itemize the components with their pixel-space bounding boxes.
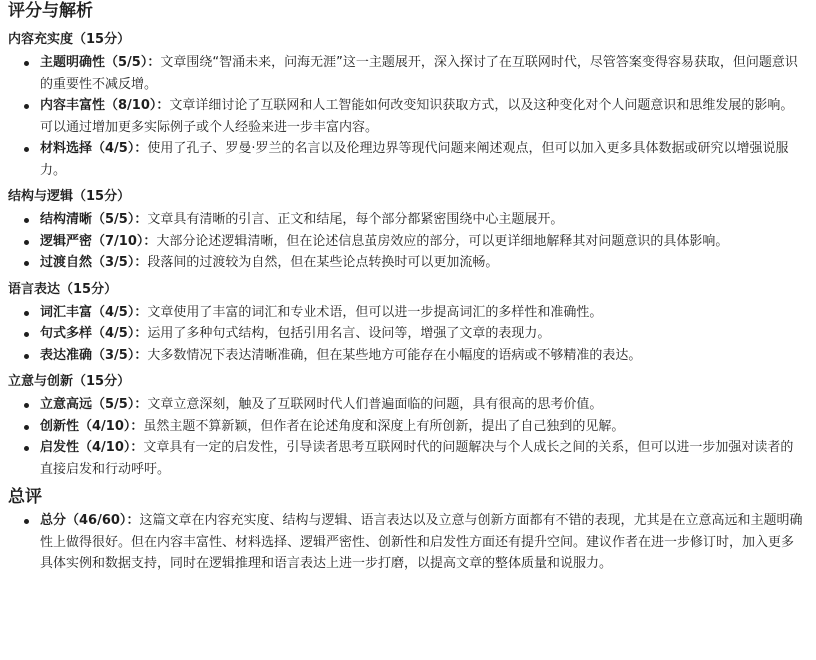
bullet-icon	[24, 147, 29, 152]
item-text: 文章具有清晰的引言、正文和结尾，每个部分都紧密围绕中心主题展开。	[147, 212, 564, 227]
item-label: 词汇丰富（4/5）	[40, 304, 135, 320]
item-label: 主题明确性（5/5）	[40, 55, 148, 70]
section-content	[8, 30, 808, 181]
section-structure	[8, 187, 808, 274]
item-separator: ：	[134, 255, 148, 270]
item-separator: ：	[143, 233, 157, 249]
list-item	[40, 252, 808, 274]
page-title: 评分与解析	[8, 1, 93, 21]
item-text: 文章使用了丰富的词汇和专业术语，但可以进一步提高词汇的多样性和准确性。	[147, 304, 603, 320]
item-separator: ：	[134, 347, 148, 363]
section-heading: 立意与创新（15分）	[8, 374, 131, 389]
section-heading: 语言表达（15分）	[8, 281, 118, 297]
summary-text: 这篇文章在内容充实度、结构与逻辑、语言表达以及立意与创新方面都有不错的表现，尤其是在立意高远和主题明确性上做得很好。但在内容丰富性、材料选择、逻辑严密性、创新性和启发性方面还有提升空间。建议作者在进一步修订时，加入更多具体实例和数据支持，同时在逻辑推理和语言表达上进一步打磨，以提高文章的整体质量和说服力。	[40, 513, 803, 571]
item-separator: ：	[134, 304, 148, 320]
item-separator: ：	[156, 98, 170, 113]
item-label: 立意高远（5/5）	[40, 397, 135, 412]
item-separator: ：	[130, 440, 144, 455]
bullet-icon	[24, 403, 29, 408]
bullet-icon	[24, 61, 29, 66]
list-item	[40, 138, 808, 181]
item-label: 逻辑严密（7/10）	[40, 233, 144, 249]
list-item	[40, 437, 808, 480]
bullet-icon	[24, 218, 29, 223]
section-heading: 结构与逻辑（15分）	[8, 189, 131, 204]
list-item	[40, 323, 808, 345]
list-item	[40, 302, 808, 324]
item-separator: ：	[134, 212, 148, 227]
item-label: 结构清晰（5/5）	[40, 212, 135, 227]
list-item	[40, 416, 808, 438]
item-text: 文章围绕“智涌未来，问海无涯”这一主题展开，深入探讨了在互联网时代，尽管答案变得容易获取，但问题意识的重要性不减反增。	[40, 55, 798, 92]
section-heading: 内容充实度（15分）	[8, 32, 131, 47]
item-text: 使用了孔子、罗曼·罗兰的名言以及伦理边界等现代问题来阐述观点，但可以加入更多具体数据或研究以增强说服力。	[40, 141, 789, 178]
item-label: 内容丰富性（8/10）	[40, 98, 157, 113]
item-label: 创新性（4/10）	[40, 418, 131, 434]
bullet-icon	[24, 354, 29, 359]
criteria-list	[8, 394, 808, 480]
criteria-list	[8, 302, 808, 367]
summary-list	[8, 510, 808, 575]
list-item	[40, 209, 808, 231]
item-text: 文章具有一定的启发性，引导读者思考互联网时代的问题解决与个人成长之间的关系，但可以进一步加强对读者的直接启发和行动呼吁。	[40, 440, 794, 477]
list-item	[40, 231, 808, 253]
item-text: 大多数情况下表达清晰准确，但在某些地方可能存在小幅度的语病或不够精准的表达。	[147, 347, 642, 363]
list-item	[40, 510, 808, 575]
section-innovation	[8, 372, 808, 480]
item-separator: ：	[134, 141, 148, 156]
item-label: 启发性（4/10）	[40, 440, 131, 455]
item-label: 材料选择（4/5）	[40, 141, 135, 156]
item-label: 表达准确（3/5）	[40, 347, 135, 363]
bullet-icon	[24, 240, 29, 245]
item-separator: ：	[134, 397, 148, 412]
item-label: 句式多样（4/5）	[40, 326, 135, 341]
list-item	[40, 394, 808, 416]
item-text: 虽然主题不算新颖，但作者在论述角度和深度上有所创新，提出了自己独到的见解。	[143, 418, 625, 434]
summary-title: 总评	[8, 487, 42, 507]
item-text: 运用了多种句式结构，包括引用名言、设问等，增强了文章的表现力。	[147, 326, 551, 341]
bullet-icon	[24, 446, 29, 451]
item-separator: ：	[147, 55, 161, 70]
item-label: 过渡自然（3/5）	[40, 255, 135, 270]
criteria-list	[8, 52, 808, 181]
summary-label: 总分（46/60）	[40, 513, 127, 528]
bullet-icon	[24, 311, 29, 316]
item-text: 文章详细讨论了互联网和人工智能如何改变知识获取方式，以及这种变化对个人问题意识和思维发展的影响。可以通过增加更多实际例子或个人经验来进一步丰富内容。	[40, 98, 794, 135]
item-text: 大部分论述逻辑清晰，但在论述信息茧房效应的部分，可以更详细地解释其对问题意识的具体影响。	[156, 233, 729, 249]
item-separator: ：	[134, 326, 148, 341]
item-separator: ：	[126, 513, 140, 528]
bullet-icon	[24, 104, 29, 109]
criteria-list	[8, 209, 808, 274]
bullet-icon	[24, 425, 29, 430]
bullet-icon	[24, 519, 29, 524]
bullet-icon	[24, 261, 29, 266]
list-item	[40, 95, 808, 138]
item-text: 文章立意深刻，触及了互联网时代人们普遍面临的问题，具有很高的思考价值。	[147, 397, 603, 412]
section-language	[8, 280, 808, 367]
bullet-icon	[24, 332, 29, 337]
list-item	[40, 345, 808, 367]
list-item	[40, 52, 808, 95]
item-text: 段落间的过渡较为自然，但在某些论点转换时可以更加流畅。	[147, 255, 499, 270]
item-separator: ：	[130, 418, 144, 434]
